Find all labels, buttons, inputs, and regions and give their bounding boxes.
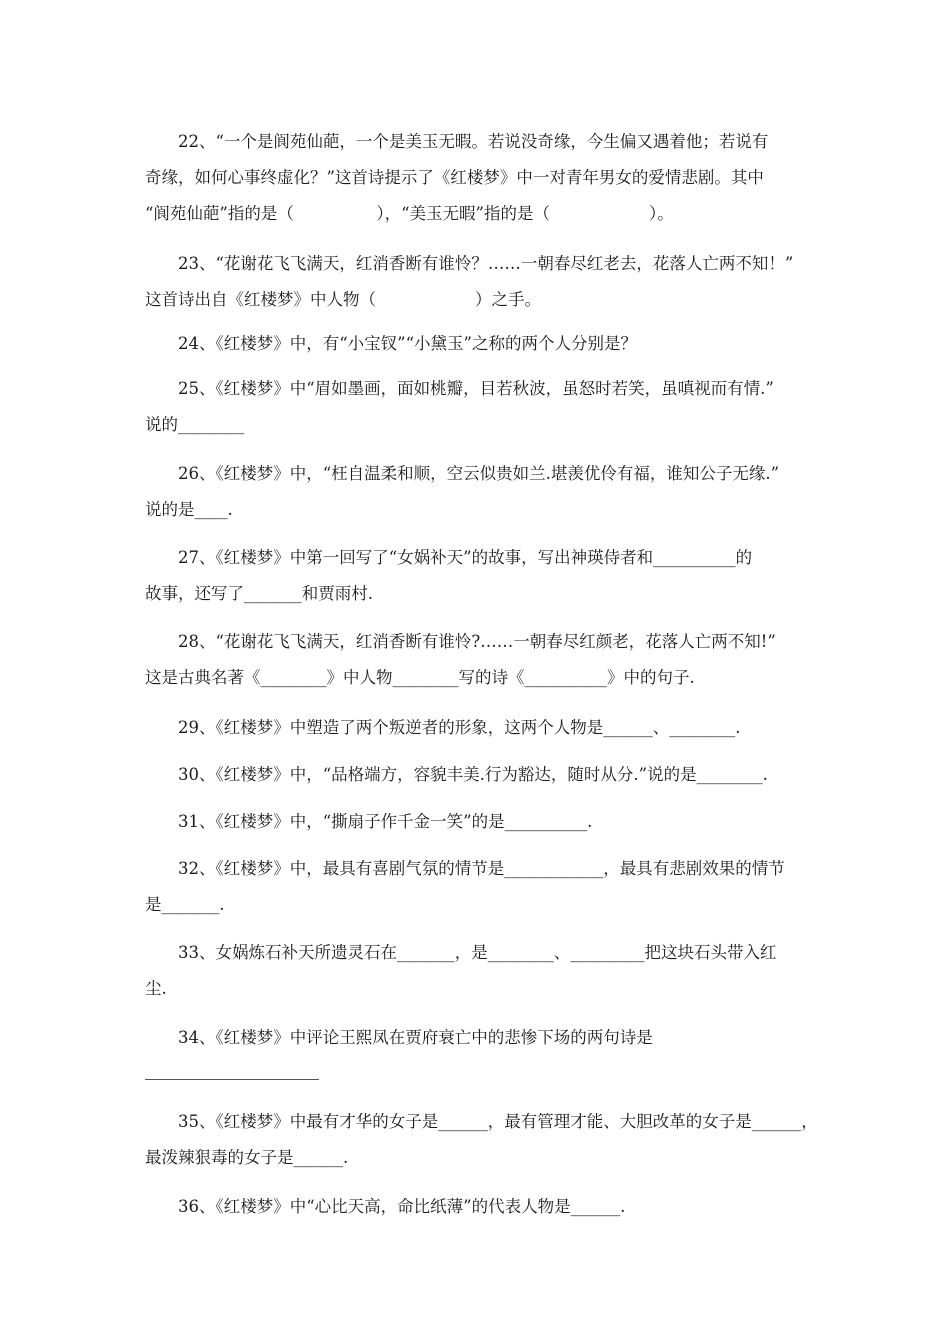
question-29 <box>145 710 815 746</box>
question-24 <box>145 326 815 362</box>
question-29-line-1: 29、《红楼梦》中塑造了两个叛逆者的形象，这两个人物是______、________. <box>178 718 741 737</box>
question-26 <box>145 456 815 528</box>
question-32-line-2: 是_______. <box>145 895 225 914</box>
question-33 <box>145 935 815 1007</box>
question-36 <box>145 1189 815 1225</box>
question-25 <box>145 371 815 443</box>
question-34 <box>145 1020 815 1056</box>
question-23-line-2: 这首诗出自《红楼梦》中人物（ ）之手。 <box>145 290 541 309</box>
question-28 <box>145 624 815 696</box>
question-35-line-2: 最泼辣狠毒的女子是______. <box>145 1148 349 1167</box>
question-36-line-1: 36、《红楼梦》中“心比天高，命比纸薄”的代表人物是______. <box>178 1197 626 1216</box>
question-22-line-1: 22、“一个是阆苑仙葩，一个是美玉无暇。若说没奇缘，今生偏又遇着他；若说有 <box>178 132 769 151</box>
question-30-line-1: 30、《红楼梦》中，“品格端方，容貌丰美.行为豁达，随时从分.”说的是________. <box>178 765 768 784</box>
question-32-line-1: 32、《红楼梦》中，最具有喜剧气氛的情节是____________，最具有悲剧效果的情节 <box>178 859 785 878</box>
question-26-line-1: 26、《红楼梦》中，“枉自温柔和顺，空云似贵如兰.堪羡优伶有福，谁知公子无缘.” <box>178 464 780 483</box>
question-23 <box>145 246 815 318</box>
question-31 <box>145 804 815 840</box>
question-24-line-1: 24、《红楼梦》中，有“小宝钗”“小黛玉”之称的两个人分别是？ <box>178 334 637 353</box>
question-22-line-3: “阆苑仙葩”指的是（ ），“美玉无暇”指的是（ ）。 <box>145 204 674 223</box>
question-25-line-1: 25、《红楼梦》中“眉如墨画，面如桃瓣，目若秋波，虽怒时若笑，虽嗔视而有情.” <box>178 379 774 398</box>
question-32 <box>145 851 815 923</box>
question-28-line-2: 这是古典名著《________》中人物________写的诗《__________》中的句子. <box>145 668 695 687</box>
question-27 <box>145 540 815 612</box>
question-31-line-1: 31、《红楼梦》中，“撕扇子作千金一笑”的是__________. <box>178 812 593 831</box>
question-27-line-1: 27、《红楼梦》中第一回写了“女娲补天”的故事，写出神瑛侍者和__________的 <box>178 548 753 567</box>
question-34-line-1: 34、《红楼梦》中评论王熙凤在贾府衰亡中的悲惨下场的两句诗是 <box>178 1028 653 1047</box>
question-22 <box>145 124 815 232</box>
question-26-line-2: 说的是____. <box>145 500 233 519</box>
question-27-line-2: 故事，还写了_______和贾雨村. <box>145 584 373 603</box>
question-23-line-1: 23、“花谢花飞飞满天，红消香断有谁怜？……一朝春尽红老去，花落人亡两不知！” <box>178 254 794 273</box>
question-30 <box>145 757 815 793</box>
question-33-line-1: 33、女娲炼石补天所遗灵石在_______，是________、_________把这块石头带入红 <box>178 943 777 962</box>
question-22-line-2: 奇缘，如何心事终虚化？”这首诗提示了《红楼梦》中一对青年男女的爱情悲剧。其中 <box>145 168 764 187</box>
question-28-line-1: 28、“花谢花飞飞满天，红消香断有谁怜?……一朝春尽红颜老，花落人亡两不知!” <box>178 632 776 651</box>
question-33-line-2: 尘. <box>145 979 167 998</box>
answer-blank-line <box>145 1079 319 1080</box>
question-25-line-2: 说的________ <box>145 415 244 434</box>
question-35 <box>145 1104 818 1176</box>
question-35-line-1: 35、《红楼梦》中最有才华的女子是______，最有管理才能、大胆改革的女子是______， <box>178 1112 818 1131</box>
